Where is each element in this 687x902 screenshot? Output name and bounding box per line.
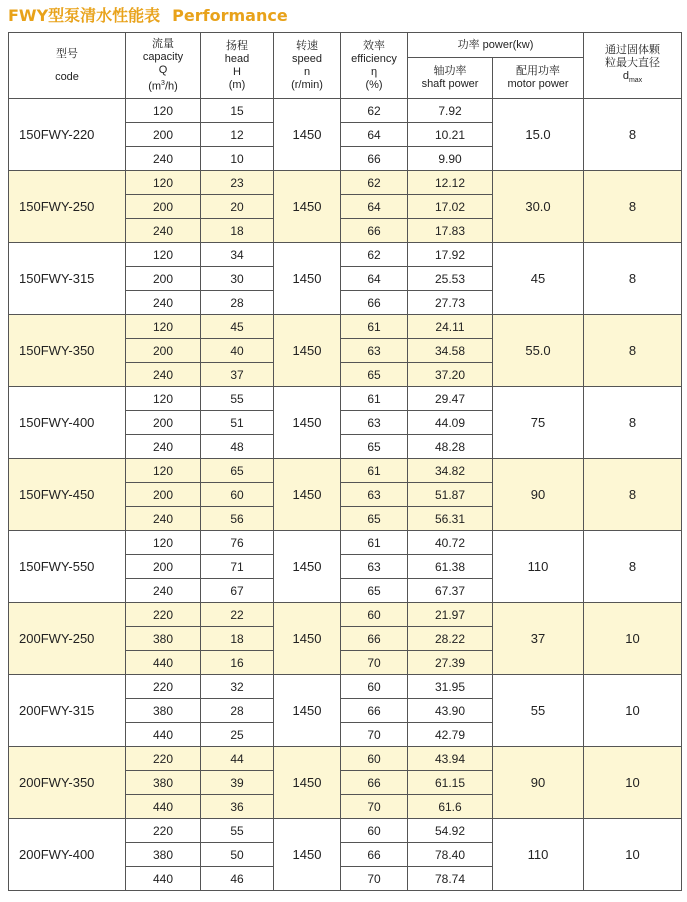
- head-cell: 18: [201, 219, 274, 243]
- speed-cell: 1450: [274, 603, 341, 675]
- solid-size-cell: 10: [584, 747, 682, 819]
- shaft-power-cell: 61.38: [408, 555, 493, 579]
- shaft-power-cell: 78.40: [408, 843, 493, 867]
- speed-cell: 1450: [274, 747, 341, 819]
- efficiency-cell: 61: [341, 387, 408, 411]
- capacity-cell: 220: [126, 819, 201, 843]
- solid-size-cell: 8: [584, 531, 682, 603]
- head-cell: 71: [201, 555, 274, 579]
- solid-size-cell: 10: [584, 675, 682, 747]
- capacity-cell: 440: [126, 795, 201, 819]
- head-cell: 65: [201, 459, 274, 483]
- capacity-cell: 200: [126, 123, 201, 147]
- head-cell: 76: [201, 531, 274, 555]
- table-row: [9, 315, 682, 339]
- header-shaft-power: 轴功率 shaft power: [408, 58, 493, 99]
- table-row: [9, 675, 682, 699]
- shaft-power-cell: 27.73: [408, 291, 493, 315]
- shaft-power-cell: 28.22: [408, 627, 493, 651]
- solid-size-cell: 8: [584, 315, 682, 387]
- page-title: [8, 4, 288, 28]
- head-cell: 56: [201, 507, 274, 531]
- shaft-power-cell: 51.87: [408, 483, 493, 507]
- efficiency-cell: 61: [341, 531, 408, 555]
- shaft-power-cell: 56.31: [408, 507, 493, 531]
- shaft-power-cell: 12.12: [408, 171, 493, 195]
- motor-power-cell: 90: [493, 747, 584, 819]
- solid-size-cell: 8: [584, 99, 682, 171]
- capacity-cell: 120: [126, 315, 201, 339]
- capacity-cell: 200: [126, 339, 201, 363]
- motor-power-cell: 45: [493, 243, 584, 315]
- shaft-power-cell: 78.74: [408, 867, 493, 891]
- table-row: [9, 747, 682, 771]
- model-group: [9, 99, 682, 171]
- model-cell: 150FWY-450: [9, 459, 126, 531]
- model-cell: 150FWY-400: [9, 387, 126, 459]
- table-row: [9, 531, 682, 555]
- head-cell: 60: [201, 483, 274, 507]
- table-row: [9, 819, 682, 843]
- model-cell: 150FWY-315: [9, 243, 126, 315]
- capacity-cell: 240: [126, 219, 201, 243]
- model-cell: 150FWY-550: [9, 531, 126, 603]
- model-group: [9, 747, 682, 819]
- model-cell: 150FWY-350: [9, 315, 126, 387]
- capacity-cell: 240: [126, 291, 201, 315]
- efficiency-cell: 62: [341, 99, 408, 123]
- header-speed: 转速 speed n (r/min): [274, 33, 341, 99]
- model-cell: 200FWY-350: [9, 747, 126, 819]
- shaft-power-cell: 34.58: [408, 339, 493, 363]
- efficiency-cell: 66: [341, 771, 408, 795]
- shaft-power-cell: 43.94: [408, 747, 493, 771]
- header-model: 型号 code: [9, 33, 126, 99]
- model-group: [9, 603, 682, 675]
- efficiency-cell: 60: [341, 747, 408, 771]
- model-cell: 200FWY-400: [9, 819, 126, 891]
- speed-cell: 1450: [274, 387, 341, 459]
- capacity-cell: 200: [126, 267, 201, 291]
- head-cell: 34: [201, 243, 274, 267]
- head-cell: 16: [201, 651, 274, 675]
- efficiency-cell: 66: [341, 627, 408, 651]
- capacity-cell: 200: [126, 483, 201, 507]
- speed-cell: 1450: [274, 315, 341, 387]
- table-header: [9, 33, 682, 99]
- title-cn: FWY型泵清水性能表: [8, 6, 161, 25]
- efficiency-cell: 70: [341, 867, 408, 891]
- efficiency-cell: 70: [341, 723, 408, 747]
- solid-size-cell: 10: [584, 819, 682, 891]
- efficiency-cell: 60: [341, 603, 408, 627]
- head-cell: 51: [201, 411, 274, 435]
- solid-size-cell: 10: [584, 603, 682, 675]
- shaft-power-cell: 17.02: [408, 195, 493, 219]
- speed-cell: 1450: [274, 531, 341, 603]
- head-cell: 67: [201, 579, 274, 603]
- header-head: 扬程 head H (m): [201, 33, 274, 99]
- head-cell: 37: [201, 363, 274, 387]
- efficiency-cell: 66: [341, 291, 408, 315]
- shaft-power-cell: 61.6: [408, 795, 493, 819]
- head-cell: 25: [201, 723, 274, 747]
- motor-power-cell: 55.0: [493, 315, 584, 387]
- motor-power-cell: 15.0: [493, 99, 584, 171]
- head-cell: 55: [201, 387, 274, 411]
- head-cell: 45: [201, 315, 274, 339]
- efficiency-cell: 70: [341, 651, 408, 675]
- model-group: [9, 819, 682, 891]
- efficiency-cell: 62: [341, 243, 408, 267]
- motor-power-cell: 110: [493, 531, 584, 603]
- head-cell: 55: [201, 819, 274, 843]
- head-cell: 15: [201, 99, 274, 123]
- efficiency-cell: 65: [341, 435, 408, 459]
- capacity-cell: 120: [126, 243, 201, 267]
- capacity-cell: 240: [126, 579, 201, 603]
- model-cell: 200FWY-315: [9, 675, 126, 747]
- table-row: [9, 387, 682, 411]
- shaft-power-cell: 48.28: [408, 435, 493, 459]
- head-cell: 22: [201, 603, 274, 627]
- efficiency-cell: 65: [341, 363, 408, 387]
- shaft-power-cell: 54.92: [408, 819, 493, 843]
- model-group: [9, 459, 682, 531]
- capacity-cell: 440: [126, 867, 201, 891]
- header-motor-power: 配用功率 motor power: [493, 58, 584, 99]
- model-group: [9, 171, 682, 243]
- efficiency-cell: 64: [341, 195, 408, 219]
- header-efficiency: 效率 efficiency η (%): [341, 33, 408, 99]
- shaft-power-cell: 17.83: [408, 219, 493, 243]
- table-row: [9, 603, 682, 627]
- head-cell: 10: [201, 147, 274, 171]
- shaft-power-cell: 34.82: [408, 459, 493, 483]
- model-group: [9, 315, 682, 387]
- performance-table: [8, 32, 682, 891]
- head-cell: 23: [201, 171, 274, 195]
- capacity-cell: 240: [126, 363, 201, 387]
- model-group: [9, 675, 682, 747]
- capacity-cell: 440: [126, 651, 201, 675]
- efficiency-cell: 66: [341, 219, 408, 243]
- efficiency-cell: 61: [341, 315, 408, 339]
- capacity-cell: 200: [126, 555, 201, 579]
- capacity-cell: 240: [126, 435, 201, 459]
- head-cell: 48: [201, 435, 274, 459]
- capacity-cell: 380: [126, 627, 201, 651]
- motor-power-cell: 90: [493, 459, 584, 531]
- efficiency-cell: 63: [341, 339, 408, 363]
- motor-power-cell: 75: [493, 387, 584, 459]
- model-group: [9, 531, 682, 603]
- model-group: [9, 243, 682, 315]
- capacity-cell: 200: [126, 195, 201, 219]
- capacity-cell: 120: [126, 531, 201, 555]
- head-cell: 50: [201, 843, 274, 867]
- shaft-power-cell: 21.97: [408, 603, 493, 627]
- capacity-cell: 120: [126, 99, 201, 123]
- head-cell: 18: [201, 627, 274, 651]
- table-row: [9, 171, 682, 195]
- capacity-cell: 240: [126, 147, 201, 171]
- shaft-power-cell: 27.39: [408, 651, 493, 675]
- header-power: 功率 power(kw): [408, 33, 584, 58]
- solid-size-cell: 8: [584, 171, 682, 243]
- speed-cell: 1450: [274, 819, 341, 891]
- efficiency-cell: 66: [341, 147, 408, 171]
- efficiency-cell: 70: [341, 795, 408, 819]
- head-cell: 44: [201, 747, 274, 771]
- motor-power-cell: 55: [493, 675, 584, 747]
- efficiency-cell: 65: [341, 579, 408, 603]
- capacity-cell: 240: [126, 507, 201, 531]
- efficiency-cell: 66: [341, 843, 408, 867]
- efficiency-cell: 63: [341, 411, 408, 435]
- table-row: [9, 243, 682, 267]
- title-en: Performance: [172, 6, 288, 25]
- solid-size-cell: 8: [584, 459, 682, 531]
- head-cell: 40: [201, 339, 274, 363]
- motor-power-cell: 110: [493, 819, 584, 891]
- shaft-power-cell: 25.53: [408, 267, 493, 291]
- model-group: [9, 387, 682, 459]
- shaft-power-cell: 67.37: [408, 579, 493, 603]
- speed-cell: 1450: [274, 171, 341, 243]
- capacity-cell: 220: [126, 747, 201, 771]
- model-cell: 200FWY-250: [9, 603, 126, 675]
- head-cell: 20: [201, 195, 274, 219]
- shaft-power-cell: 31.95: [408, 675, 493, 699]
- capacity-cell: 220: [126, 603, 201, 627]
- header-solid-size: 通过固体颗 粒最大直径 $d_{max}$: [584, 33, 682, 99]
- shaft-power-cell: 9.90: [408, 147, 493, 171]
- head-cell: 28: [201, 699, 274, 723]
- shaft-power-cell: 24.11: [408, 315, 493, 339]
- capacity-cell: 120: [126, 387, 201, 411]
- solid-size-cell: 8: [584, 243, 682, 315]
- motor-power-cell: 37: [493, 603, 584, 675]
- capacity-cell: 380: [126, 771, 201, 795]
- shaft-power-cell: 10.21: [408, 123, 493, 147]
- speed-cell: 1450: [274, 459, 341, 531]
- shaft-power-cell: 44.09: [408, 411, 493, 435]
- capacity-cell: 380: [126, 699, 201, 723]
- shaft-power-cell: 40.72: [408, 531, 493, 555]
- efficiency-cell: 63: [341, 483, 408, 507]
- capacity-cell: 120: [126, 171, 201, 195]
- shaft-power-cell: 61.15: [408, 771, 493, 795]
- efficiency-cell: 66: [341, 699, 408, 723]
- speed-cell: 1450: [274, 99, 341, 171]
- speed-cell: 1450: [274, 243, 341, 315]
- shaft-power-cell: 37.20: [408, 363, 493, 387]
- speed-cell: 1450: [274, 675, 341, 747]
- efficiency-cell: 63: [341, 555, 408, 579]
- capacity-cell: 120: [126, 459, 201, 483]
- efficiency-cell: 62: [341, 171, 408, 195]
- efficiency-cell: 61: [341, 459, 408, 483]
- head-cell: 12: [201, 123, 274, 147]
- efficiency-cell: 60: [341, 675, 408, 699]
- model-cell: 150FWY-220: [9, 99, 126, 171]
- head-cell: 36: [201, 795, 274, 819]
- table-row: [9, 99, 682, 123]
- efficiency-cell: 64: [341, 123, 408, 147]
- shaft-power-cell: 7.92: [408, 99, 493, 123]
- efficiency-cell: 65: [341, 507, 408, 531]
- head-cell: 32: [201, 675, 274, 699]
- solid-size-cell: 8: [584, 387, 682, 459]
- head-cell: 39: [201, 771, 274, 795]
- shaft-power-cell: 43.90: [408, 699, 493, 723]
- shaft-power-cell: 17.92: [408, 243, 493, 267]
- model-cell: 150FWY-250: [9, 171, 126, 243]
- table-row: [9, 459, 682, 483]
- capacity-cell: 380: [126, 843, 201, 867]
- efficiency-cell: 64: [341, 267, 408, 291]
- capacity-cell: 200: [126, 411, 201, 435]
- motor-power-cell: 30.0: [493, 171, 584, 243]
- capacity-cell: 440: [126, 723, 201, 747]
- capacity-cell: 220: [126, 675, 201, 699]
- efficiency-cell: 60: [341, 819, 408, 843]
- shaft-power-cell: 42.79: [408, 723, 493, 747]
- head-cell: 30: [201, 267, 274, 291]
- header-capacity: 流量 capacity Q $(m^3/h)$: [126, 33, 201, 99]
- shaft-power-cell: 29.47: [408, 387, 493, 411]
- head-cell: 28: [201, 291, 274, 315]
- head-cell: 46: [201, 867, 274, 891]
